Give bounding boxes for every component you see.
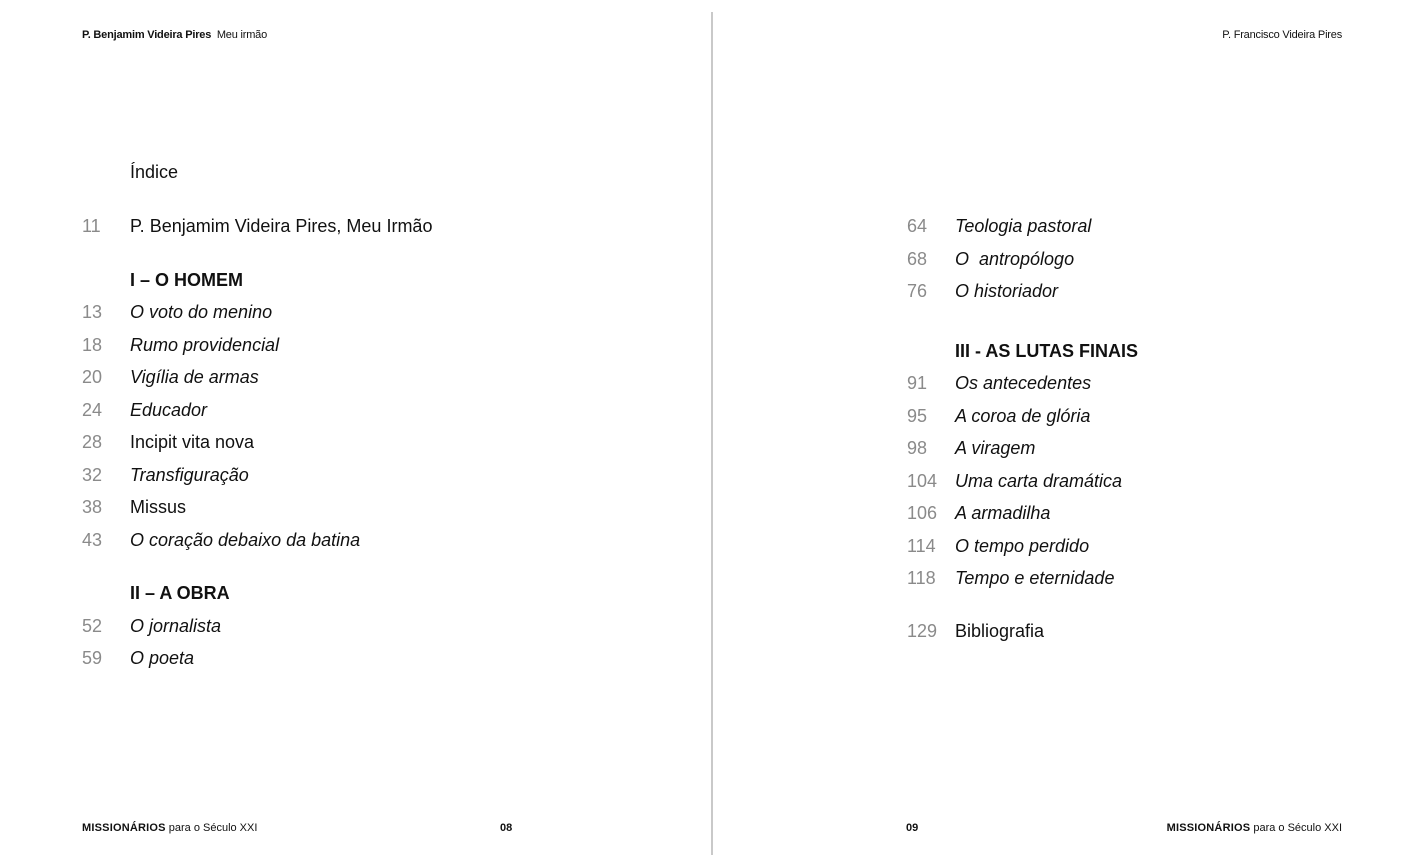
toc-page-number: 98 [907,438,928,458]
footer-series-rest: para o Século XXI [168,822,258,834]
section-heading-as-lutas-finais: III - AS LUTAS FINAIS [955,341,1138,361]
toc-page-number: 68 [907,249,928,269]
toc-page-number: 104 [907,471,938,491]
toc-page-number: 13 [82,302,103,322]
toc-page-number: 18 [82,335,103,355]
toc-page-number: 64 [907,216,928,236]
toc-entry-title: O tempo perdido [955,536,1090,556]
header-author: P. Benjamim Videira Pires [82,29,212,41]
toc-entry-title: O antropólogo [955,249,1075,269]
footer-page-number-right: 09 [906,822,919,834]
toc-entry-title: Tempo e eternidade [955,568,1115,588]
toc-entry-title: Os antecedentes [955,373,1092,393]
toc-page-number: 38 [82,497,103,517]
toc-page-number: 76 [907,281,928,301]
toc-entry-title: Uma carta dramática [955,471,1123,491]
toc-entry-title: Educador [130,400,208,420]
footer-page-number-left: 08 [500,822,513,834]
toc-entry-title: Missus [130,497,187,517]
toc-page-number: 129 [907,621,938,641]
toc-entry-title: O voto do menino [130,302,273,322]
toc-page-number: 32 [82,465,103,485]
toc-page-number: 91 [907,373,928,393]
header-subtitle: Meu irmão [216,29,268,41]
toc-page-number: 20 [82,367,103,387]
toc-entry-title: P. Benjamim Videira Pires, Meu Irmão [130,216,433,236]
toc-entry-title: O poeta [130,648,195,668]
footer-series-rest: para o Século XXI [1253,822,1342,834]
running-header-right: P. Francisco Videira Pires [1222,29,1342,41]
toc-entry-title: Transfiguração [130,465,249,485]
footer-series-bold: MISSIONÁRIOS [82,822,166,834]
toc-page-number: 114 [907,536,936,556]
toc-entry-title: O coração debaixo da batina [130,530,361,550]
toc-entry-title: A viragem [955,438,1036,458]
toc-page-number: 95 [907,406,928,426]
toc-entry-title: Bibliografia [955,621,1045,641]
right-page [713,0,1415,859]
toc-entry-title: Teologia pastoral [955,216,1092,236]
section-heading-a-obra: II – A OBRA [130,583,230,603]
toc-page-number: 118 [907,568,936,588]
toc-entry-title: O historiador [955,281,1059,301]
footer-series-bold: MISSIONÁRIOS [1166,822,1251,834]
toc-page-number: 28 [82,432,103,452]
toc-page-number: 11 [82,216,101,236]
toc-entry-title: A coroa de glória [955,406,1091,426]
toc-entry-title: Rumo providencial [130,335,280,355]
toc-page-number: 59 [82,648,103,668]
footer-series-left [82,822,257,834]
toc-page-number: 52 [82,616,103,636]
toc-entry-title: A armadilha [955,503,1051,523]
running-header-left [82,29,267,41]
toc-entry-title: Incipit vita nova [130,432,255,452]
footer-series-right [1167,822,1342,834]
toc-entry-title: O jornalista [130,616,222,636]
toc-page-number: 106 [907,503,938,523]
toc-heading: Índice [130,162,179,182]
toc-page-number: 43 [82,530,103,550]
toc-entry-title: Vigília de armas [130,367,259,387]
section-heading-o-homem: I – O HOMEM [130,270,244,290]
toc-page-number: 24 [82,400,103,420]
